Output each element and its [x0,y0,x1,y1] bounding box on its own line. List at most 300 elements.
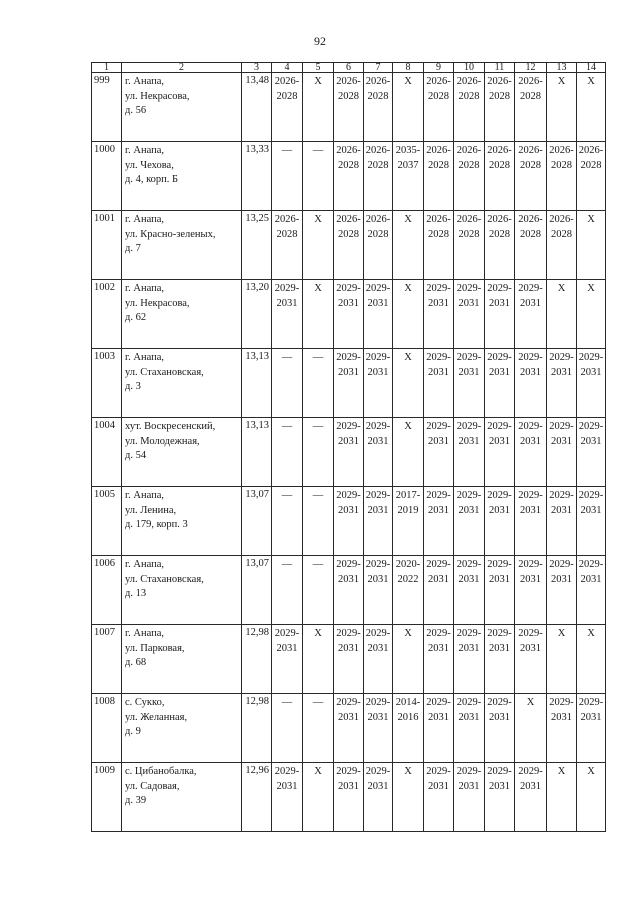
period-line: 2026- [336,214,361,225]
period-line: 2029- [487,352,512,363]
period-line: Х [587,283,595,294]
period-line: Х [587,76,595,87]
period-line: 2031 [520,504,541,516]
period-line: 2031 [276,297,298,309]
row-number-cell: 1000 [92,142,122,211]
period-line: Х [557,283,566,294]
period-cell [485,763,515,832]
address-line: д. 4, корп. Б [125,174,179,185]
period-cell [547,349,577,418]
period-cell [303,142,334,211]
period-line: — [281,559,293,570]
period-line: 2031 [520,435,541,447]
page-number: 92 [314,34,326,48]
period-line: 2029- [365,766,391,777]
period-line: 2035- [395,145,421,156]
period-line: 2029- [336,421,361,432]
address-line: хут. Воскресенский, [125,421,216,432]
period-cell [485,694,515,763]
address-line: д. 68 [125,657,147,668]
period-line: 2031 [489,573,510,585]
period-line: — [312,352,324,363]
period-line: 2029- [578,490,604,501]
period-line: 2031 [458,297,480,309]
period-cell [364,763,393,832]
column-header: 3 [242,63,272,73]
period-line: Х [404,214,412,225]
column-header: 12 [515,63,547,73]
period-line: — [312,490,324,501]
period-line: 2028 [367,90,389,102]
period-line: 2031 [367,297,389,309]
column-header: 11 [485,63,515,73]
period-cell [272,418,303,487]
area-cell: 12,98 [242,694,272,763]
period-line: 2029- [426,421,451,432]
area-cell: 13,48 [242,73,272,142]
column-header: 9 [424,63,454,73]
address-line: ул. Парковая, [125,642,185,654]
period-cell [485,349,515,418]
period-line: 2029- [549,559,574,570]
period-line: Х [404,766,412,777]
period-line: 2031 [338,297,359,309]
period-cell [515,349,547,418]
period-cell [424,694,454,763]
period-line: 2031 [489,711,510,723]
period-line: 2029- [549,421,574,432]
period-line: 2026- [365,76,391,87]
address-cell [122,349,242,418]
period-cell [364,73,393,142]
period-cell [577,73,606,142]
period-line: 2029- [456,283,482,294]
period-cell [393,556,424,625]
period-line: 2028 [489,159,510,171]
period-line: — [281,421,293,432]
period-line: 2031 [367,504,389,516]
period-line: 2029- [518,352,543,363]
period-cell [303,556,334,625]
period-line: 2026- [549,145,574,156]
period-cell [515,487,547,556]
period-line: 2031 [489,780,510,792]
table-row [92,625,606,694]
table-row [92,349,606,418]
period-cell [424,487,454,556]
column-header: 1 [92,63,122,73]
period-cell [547,418,577,487]
period-cell [577,142,606,211]
period-line: 2031 [551,504,572,516]
period-line: 2031 [458,504,480,516]
period-line: 2022 [397,573,419,585]
table-row [92,211,606,280]
period-line: 2031 [458,711,480,723]
period-cell [303,349,334,418]
address-line: д. 56 [125,105,147,116]
period-line: Х [314,214,322,225]
period-line: Х [404,352,412,363]
period-cell [334,556,364,625]
area-cell: 13,13 [242,418,272,487]
row-number-cell: 1007 [92,625,122,694]
period-line: 2031 [367,573,389,585]
period-line: 2026- [487,214,512,225]
period-line: 2026- [456,145,482,156]
area-cell: 12,98 [242,625,272,694]
address-cell [122,694,242,763]
period-line: Х [404,283,412,294]
period-cell [334,349,364,418]
period-line: 2029- [487,766,512,777]
period-line: 2031 [580,435,602,447]
period-cell [364,211,393,280]
address-line: д. 54 [125,450,147,461]
period-cell [303,694,334,763]
period-line: 2028 [428,90,449,102]
period-cell [393,694,424,763]
period-cell [424,280,454,349]
row-number-cell: 1006 [92,556,122,625]
table-row [92,142,606,211]
period-cell [577,556,606,625]
address-line: г. Анапа, [125,352,165,363]
period-cell [547,73,577,142]
period-line: 2029- [274,628,300,639]
period-cell [393,142,424,211]
period-cell [272,142,303,211]
period-line: 2031 [458,435,480,447]
period-cell [547,694,577,763]
period-line: Х [557,628,566,639]
period-cell [303,211,334,280]
row-number-cell: 1008 [92,694,122,763]
period-cell [485,556,515,625]
address-line: ул. Садовая, [125,780,180,792]
period-line: 2029- [518,421,543,432]
period-line: Х [587,766,595,777]
period-line: 2028 [580,159,602,171]
address-line: г. Анапа, [125,490,165,501]
period-line: 2029- [365,283,391,294]
period-cell [515,694,547,763]
table-body [92,73,606,832]
period-line: 2029- [518,490,543,501]
period-line: Х [557,76,566,87]
period-line: 2029- [274,766,300,777]
period-line: 2026- [365,214,391,225]
period-cell [515,142,547,211]
period-line: 2026- [456,76,482,87]
period-line: 2028 [458,228,480,240]
period-cell [485,487,515,556]
period-line: 2026- [578,145,604,156]
period-line: 2029- [456,352,482,363]
period-line: 2029- [426,628,451,639]
period-line: 2031 [428,366,449,378]
address-cell [122,763,242,832]
area-cell: 13,07 [242,556,272,625]
period-line: Х [314,283,322,294]
period-cell [454,694,485,763]
period-cell [272,694,303,763]
period-line: 2028 [520,90,541,102]
period-cell [454,211,485,280]
area-cell: 12,96 [242,763,272,832]
period-cell [364,694,393,763]
period-line: 2029- [336,766,361,777]
period-line: 2029- [336,559,361,570]
period-line: 2029- [456,559,482,570]
period-line: 2028 [338,90,359,102]
period-line: 2026- [518,214,543,225]
period-cell [424,73,454,142]
column-header: 6 [334,63,364,73]
period-cell [272,349,303,418]
housing-register-table [91,62,606,832]
period-line: 2029- [456,421,482,432]
period-cell [547,625,577,694]
period-line: — [312,559,324,570]
period-line: 2031 [580,573,602,585]
period-line: 2019 [397,504,419,516]
table-row [92,694,606,763]
period-line: 2028 [489,228,510,240]
period-line: 2031 [428,711,449,723]
address-cell [122,211,242,280]
column-header: 8 [393,63,424,73]
period-cell [424,211,454,280]
period-line: 2031 [276,780,298,792]
period-cell [393,349,424,418]
address-line: с. Сукко, [125,697,165,708]
period-line: 2029- [426,559,451,570]
period-line: 2028 [338,159,359,171]
row-number-cell: 1004 [92,418,122,487]
period-cell [454,73,485,142]
period-line: 2026- [274,214,300,225]
period-cell [272,211,303,280]
address-line: д. 7 [125,243,141,254]
period-cell [577,694,606,763]
address-cell [122,556,242,625]
period-line: 2017- [395,490,421,501]
period-line: 2026- [336,76,361,87]
period-line: 2029- [365,421,391,432]
address-line: ул. Чехова, [125,159,174,171]
period-cell [454,763,485,832]
period-line: 2031 [551,435,572,447]
period-line: 2031 [338,780,359,792]
period-cell [515,763,547,832]
table-row [92,487,606,556]
period-line: 2031 [520,573,541,585]
period-line: 2028 [367,159,389,171]
column-header: 4 [272,63,303,73]
period-cell [272,556,303,625]
period-cell [334,280,364,349]
period-cell [547,211,577,280]
period-line: 2031 [428,504,449,516]
period-line: 2026- [518,145,543,156]
period-cell [454,349,485,418]
period-cell [547,556,577,625]
row-number-cell: 1003 [92,349,122,418]
period-line: Х [587,628,595,639]
period-line: 2031 [580,504,602,516]
period-line: 2026- [426,76,451,87]
period-cell [364,349,393,418]
area-cell: 13,33 [242,142,272,211]
period-line: 2031 [428,297,449,309]
row-number-cell: 1001 [92,211,122,280]
period-cell [577,625,606,694]
period-line: 2028 [520,228,541,240]
address-line: д. 13 [125,588,147,599]
period-cell [577,418,606,487]
period-cell [272,625,303,694]
period-cell [485,142,515,211]
period-line: 2029- [336,283,361,294]
period-cell [303,418,334,487]
period-cell [303,763,334,832]
address-cell [122,73,242,142]
period-line: 2031 [551,573,572,585]
address-line: ул. Молодежная, [125,435,200,447]
period-cell [515,625,547,694]
period-line: Х [526,697,535,708]
row-number-cell: 999 [92,73,122,142]
period-line: 2031 [428,642,449,654]
period-line: 2031 [458,573,480,585]
table-row [92,418,606,487]
period-line: Х [557,766,566,777]
period-cell [364,142,393,211]
period-line: 2028 [428,228,449,240]
period-line: — [312,421,324,432]
period-cell [424,763,454,832]
period-cell [547,487,577,556]
period-line: 2026- [487,76,512,87]
period-line: Х [587,214,595,225]
period-line: 2031 [338,573,359,585]
period-line: 2028 [458,159,480,171]
period-cell [485,73,515,142]
period-line: 2026- [274,76,300,87]
period-line: 2029- [518,559,543,570]
period-line: 2026- [365,145,391,156]
period-cell [424,556,454,625]
period-line: — [281,697,293,708]
period-line: 2029- [365,628,391,639]
period-cell [547,763,577,832]
period-line: 2029- [518,628,543,639]
period-line: 2028 [520,159,541,171]
period-line: 2029- [365,352,391,363]
period-line: 2031 [367,711,389,723]
period-line: 2029- [365,490,391,501]
period-line: 2031 [458,780,480,792]
row-number-cell: 1002 [92,280,122,349]
period-line: 2029- [487,697,512,708]
period-cell [515,556,547,625]
row-number-cell: 1009 [92,763,122,832]
period-line: 2031 [489,504,510,516]
period-line: Х [404,76,412,87]
period-line: — [312,697,324,708]
period-line: 2031 [489,642,510,654]
period-line: 2031 [367,780,389,792]
period-cell [424,625,454,694]
period-line: 2020- [395,559,421,570]
period-line: 2029- [487,490,512,501]
period-cell [577,280,606,349]
address-line: д. 3 [125,381,141,392]
period-cell [454,418,485,487]
period-cell [393,280,424,349]
period-line: 2029- [336,697,361,708]
area-cell: 13,25 [242,211,272,280]
period-cell [515,418,547,487]
period-line: 2026- [518,76,543,87]
period-line: 2028 [489,90,510,102]
period-line: 2031 [580,366,602,378]
period-line: 2029- [274,283,300,294]
period-cell [334,211,364,280]
period-line: 2031 [551,366,572,378]
period-line: 2026- [336,145,361,156]
address-line: с. Цибанобалка, [125,766,197,777]
period-line: 2031 [338,366,359,378]
period-line: 2029- [336,352,361,363]
period-line: 2029- [487,559,512,570]
area-cell: 13,13 [242,349,272,418]
address-cell [122,418,242,487]
period-line: 2031 [338,504,359,516]
period-line: 2031 [338,642,359,654]
period-line: 2028 [458,90,480,102]
period-line: 2029- [487,283,512,294]
period-line: 2029- [487,421,512,432]
column-header: 2 [122,63,242,73]
period-line: Х [314,628,322,639]
address-cell [122,142,242,211]
period-line: 2029- [426,697,451,708]
period-line: 2026- [549,214,574,225]
period-cell [485,418,515,487]
table-row [92,763,606,832]
period-line: 2031 [520,366,541,378]
period-cell [424,142,454,211]
period-line: 2029- [456,697,482,708]
period-line: 2031 [489,435,510,447]
period-line: 2031 [489,366,510,378]
address-line: ул. Некрасова, [125,297,190,309]
period-cell [303,73,334,142]
address-line: г. Анапа, [125,76,165,87]
period-line: 2026- [487,145,512,156]
period-line: 2031 [428,435,449,447]
period-line: 2026- [426,145,451,156]
period-cell [485,211,515,280]
period-line: 2029- [426,352,451,363]
column-header: 14 [577,63,606,73]
period-line: 2031 [520,642,541,654]
address-cell [122,625,242,694]
address-line: ул. Красно-зеленых, [125,228,216,240]
area-cell: 13,07 [242,487,272,556]
